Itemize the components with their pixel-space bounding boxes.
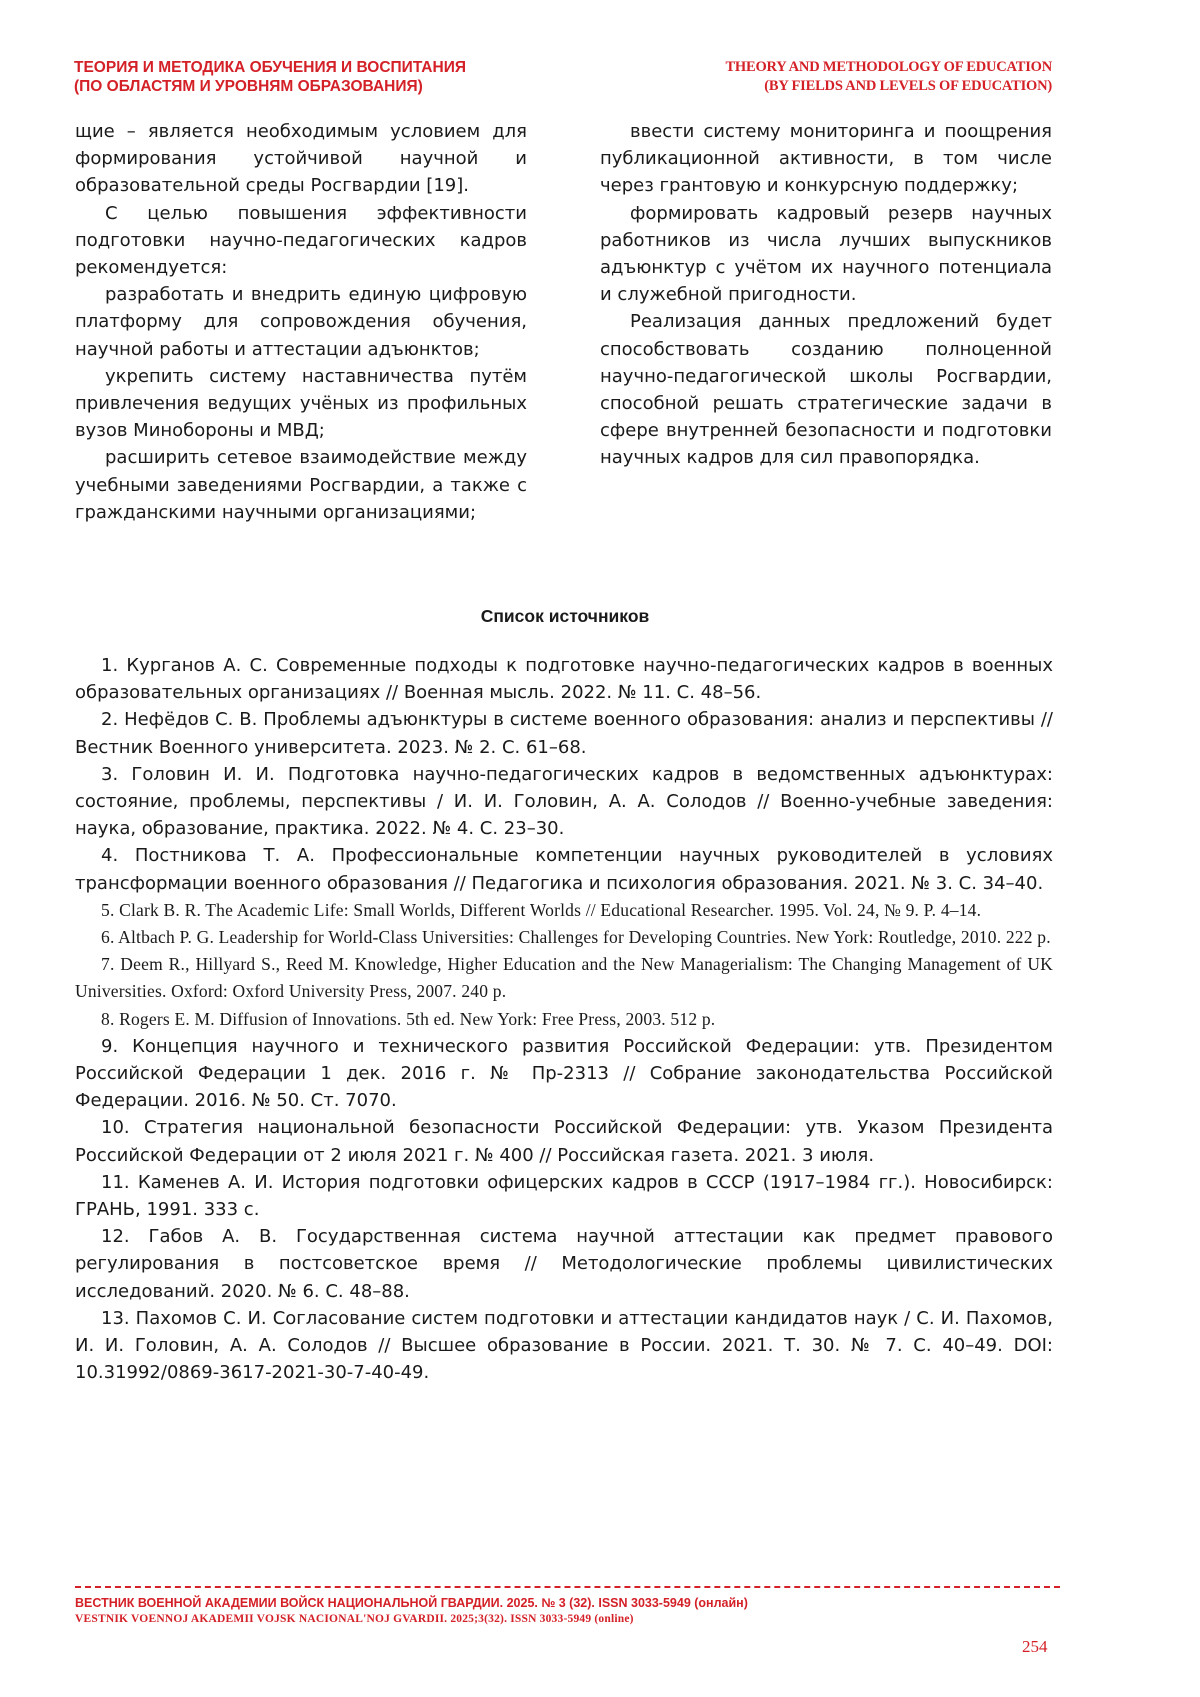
list-item: укрепить систему наставничества путём привлечения ведущих учёных из профильных вузов Минобороны и МВД; — [75, 365, 527, 442]
references-title: Список источников — [480, 606, 650, 626]
reference-item: 5. Clark B. R. The Academic Life: Small Worlds, Different Worlds // Educational Researcher. 1995. Vol. 24, № 9. P. 4–14. — [101, 899, 982, 920]
header-ru-line1: ТЕОРИЯ И МЕТОДИКА ОБУЧЕНИЯ И ВОСПИТАНИЯ — [74, 59, 466, 76]
footer-journal-ru: ВЕСТНИК ВОЕННОЙ АКАДЕМИИ ВОЙСК НАЦИОНАЛЬНОЙ ГВАРДИИ. 2025. № 3 (32). ISSN 3033-5949 (онлайн) — [75, 1596, 748, 1610]
reference-item: 2. Нефёдов С. В. Проблемы адъюнктуры в системе военного образования: анализ и перспективы // Вестник Военного университета. 2023. № 2. С. 61–68. — [75, 709, 1053, 758]
running-header-en — [582, 58, 1052, 96]
reference-item: 13. Пахомов С. И. Согласование систем подготовки и аттестации кандидатов наук / С. И. Пахомов, И. И. Головин, А. А. Солодов // Высшее образование в России. 2021. Т. 30. № 7. С. 40–49. DOI: 10.31992/0869-3617-2021-30-7-40-49. — [75, 1307, 1053, 1384]
reference-item: 1. Курганов А. С. Современные подходы к подготовке научно-педагогических кадров в военных образовательных организациях // Военная мысль. 2022. № 11. С. 48–56. — [75, 655, 1053, 704]
reference-item: 12. Габов А. В. Государственная система научной аттестации как предмет правового регулирования в постсоветское время // Методологические проблемы цивилистических исследований. 2020. № 6. С. 48–88. — [75, 1226, 1053, 1302]
paragraph: С целью повышения эффективности подготовки научно-педагогических кадров рекомендуется: — [75, 202, 527, 279]
header-ru-line2: (ПО ОБЛАСТЯМ И УРОВНЯМ ОБРАЗОВАНИЯ) — [74, 78, 423, 95]
running-header-ru — [74, 58, 544, 96]
right-column — [600, 118, 1052, 472]
footer-divider — [75, 1586, 1060, 1588]
list-item: ввести систему мониторинга и поощрения публикационной активности, в том числе через грантовую и конкурсную поддержку; — [600, 121, 1052, 197]
reference-item: 8. Rogers E. M. Diffusion of Innovations. 5th ed. New York: Free Press, 2003. 512 p. — [101, 1008, 716, 1029]
left-column — [75, 118, 527, 526]
footer-journal-en: VESTNIK VOENNOJ AKADEMII VOJSK NACIONAL'NOJ GVARDII. 2025;3(32). ISSN 3033-5949 (online) — [75, 1613, 634, 1625]
reference-item: 4. Постникова Т. А. Профессиональные компетенции научных руководителей в условиях трансформации военного образования // Педагогика и психология образования. 2021. № 3. С. 34–40. — [75, 845, 1053, 894]
reference-item: 7. Deem R., Hillyard S., Reed M. Knowledge, Higher Education and the New Managerialism: The Changing Management of UK Universities. Oxford: Oxford University Press, 2007. 240 p. — [75, 954, 1053, 1002]
list-item: формировать кадровый резерв научных работников из числа лучших выпускников адъюнктур с учётом их научного потенциала и служебной пригодности. — [600, 202, 1052, 306]
paragraph: щие – является необходимым условием для формирования устойчивой научной и образовательной среды Росгвардии [19]. — [75, 121, 527, 197]
reference-item: 11. Каменев А. И. История подготовки офицерских кадров в СССР (1917–1984 гг.). Новосибирск: ГРАНЬ, 1991. 333 с. — [75, 1171, 1053, 1221]
references-list — [75, 652, 1053, 1386]
reference-item: 6. Altbach P. G. Leadership for World-Class Universities: Challenges for Developing Countries. New York: Routledge, 2010. 222 p. — [101, 927, 1051, 948]
header-en-line1: THEORY AND METHODOLOGY OF EDUCATION — [725, 59, 1052, 75]
list-item: расширить сетевое взаимодействие между учебными заведениями Росгвардии, а также с гражданскими научными организациями; — [75, 447, 527, 523]
reference-item: 9. Концепция научного и технического развития Российской Федерации: утв. Президентом Российской Федерации 1 дек. 2016 г. № Пр-2313 // Собрание законодательства Российской Федерации. 2016. № 50. Ст. 7070. — [75, 1035, 1053, 1112]
paragraph: Реализация данных предложений будет способствовать созданию полноценной научно-педагогической школы Росгвардии, способной решать стратегические задачи в сфере внутренней безопасности и подготовки научных кадров для сил правопорядка. — [600, 311, 1052, 469]
reference-item: 3. Головин И. И. Подготовка научно-педагогических кадров в ведомственных адъюнктурах: состояние, проблемы, перспективы / И. И. Головин, А. А. Солодов // Военно-учебные заведения: наука, образование, практика. 2022. № 4. С. 23–30. — [75, 763, 1053, 840]
list-item: разработать и внедрить единую цифровую платформу для сопровождения обучения, научной работы и аттестации адъюнктов; — [75, 284, 527, 360]
reference-item: 10. Стратегия национальной безопасности Российской Федерации: утв. Указом Президента Российской Федерации от 2 июля 2021 г. № 400 // Российская газета. 2021. 3 июля. — [75, 1117, 1053, 1166]
page-number: 254 — [1022, 1637, 1048, 1656]
header-en-line2: (BY FIELDS AND LEVELS OF EDUCATION) — [764, 78, 1052, 94]
